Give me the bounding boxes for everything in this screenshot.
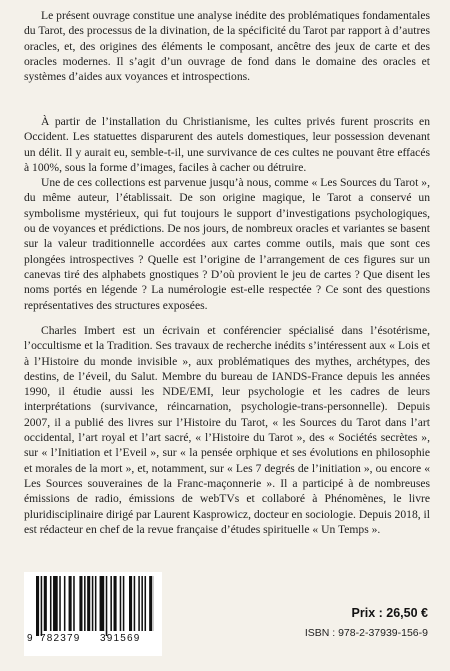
barcode-bar — [100, 576, 105, 631]
intro-block — [24, 8, 430, 84]
barcode-first-digit: 9 — [27, 633, 33, 644]
barcode-bar — [50, 576, 52, 631]
barcode-bar — [73, 576, 75, 631]
barcode — [24, 572, 162, 656]
barcode-bar — [92, 576, 94, 631]
barcode-right-digits: 391569 — [100, 633, 141, 644]
barcode-bar — [141, 576, 143, 631]
history-paragraph-2: Une de ces collections est parvenue jusqu’à nous, comme « Les Sources du Tarot », du même auteur, l’établissait. De son origine magique, le Tarot a conservé un symbolisme mystérieux, qui fut toujours le support d’investigations psychologiques, ou de voyances et prédictions. De nos jours, de nombreux oracles et variantes se basent sur la valeur traditionnelle accordées aux cartes comme outils, mais que sont ces plongées introspectives ? Quelle est l’origine de l’arrangement de ces figures sur un canevas tiré des alphabets gnostiques ? D’où provient le jeu de cartes ? Que disent les noms portés en légende ? La numérologie est-elle respectée ? Ce sont des questions représentatives des structures exposées. — [24, 176, 430, 312]
barcode-bar — [59, 576, 61, 631]
barcode-bar — [41, 576, 43, 636]
author-block — [24, 323, 430, 537]
barcode-bar — [36, 576, 39, 636]
author-bio-paragraph: Charles Imbert est un écrivain et conférencier spécialisé dans l’ésotérisme, l’occultisme et la Tradition. Ses travaux de recherche inédits s’intéressent aux « Lois et à l’Histoire du monde invisible », aux problématiques des mythes, archétypes, des destins, de l’éveil, du Salut. Membre du bureau de IANDS-France depuis les années 1990, il étudie aussi les NDE/EMI, leur psychologie et les cadres de leurs interprétations (survivance, réincarnation, psychologie-trans-personnelle). Depuis 2007, il a publié des livres sur l’Histoire du Tarot, « les Sources du Tarot dans l’art occidental, l’art royal et l’art sacré, « l’Histoire du Tarot », des « Sociétés secrètes », sur « l’Initiation et l’Eveil », sur « la pensée orphique et ses évolutions en philosophie et morales de la mort », et, notamment, sur « Les 7 degrés de l’initiation », ou encore « Les Sources souveraines de la Franc-maçonnerie ». Il a participé à de nombreuses émissions de radio, émissions de webTVs et collaboré à Phénomènes, le livre pluridisciplinaire dirigé par Laurent Kasprowicz, docteur en sociologie. Depuis 2018, il est rédacteur en chef de la revue française d’études spirituelle « Un Temps ». — [24, 324, 430, 536]
barcode-bar — [95, 576, 97, 631]
barcode-bar — [129, 576, 132, 631]
barcode-bar — [145, 576, 147, 631]
barcode-bar — [87, 576, 90, 631]
barcode-bar — [123, 576, 125, 631]
price-label: Prix : 26,50 € — [351, 606, 428, 620]
barcode-bar — [114, 576, 117, 631]
barcode-bar — [106, 576, 108, 636]
barcode-bar — [138, 576, 140, 631]
barcode-bar — [110, 576, 112, 631]
barcode-bar — [64, 576, 66, 631]
barcode-bar — [134, 576, 136, 631]
barcode-left-digits: 782379 — [40, 633, 81, 644]
barcode-bar — [84, 576, 86, 631]
barcode-bar — [69, 576, 72, 631]
barcode-bar — [53, 576, 58, 631]
barcode-bar — [44, 576, 47, 631]
intro-paragraph: Le présent ouvrage constitue une analyse inédite des problématiques fondamentales du Tarot, des processus de la divination, de la spécificité du Tarot par rapport à d’autres oracles, et, des origines des éléments le composant, ancêtre des jeux de carte et des oracles modernes. Il s’agit d’un ouvrage de fond dans le domaine des oracles et systèmes d’aides aux voyances et introspections. — [24, 9, 430, 84]
history-block — [24, 114, 430, 313]
history-paragraph-1: À partir de l’installation du Christianisme, les cultes privés furent proscrits en Occident. Les statuettes disparurent des autels domestiques, leur possession devenant un délit. Il y aurait eu, semble-t-il, une survivance de ces cultes ne pouvant être effacés à 100%, sous la forme d’images, faciles à cacher ou détruire. — [24, 115, 430, 174]
barcode-bar — [149, 576, 152, 631]
isbn-label: ISBN : 978-2-37939-156-9 — [304, 627, 428, 639]
barcode-bar — [79, 576, 82, 631]
barcode-bars — [36, 576, 154, 636]
barcode-bar — [120, 576, 122, 631]
